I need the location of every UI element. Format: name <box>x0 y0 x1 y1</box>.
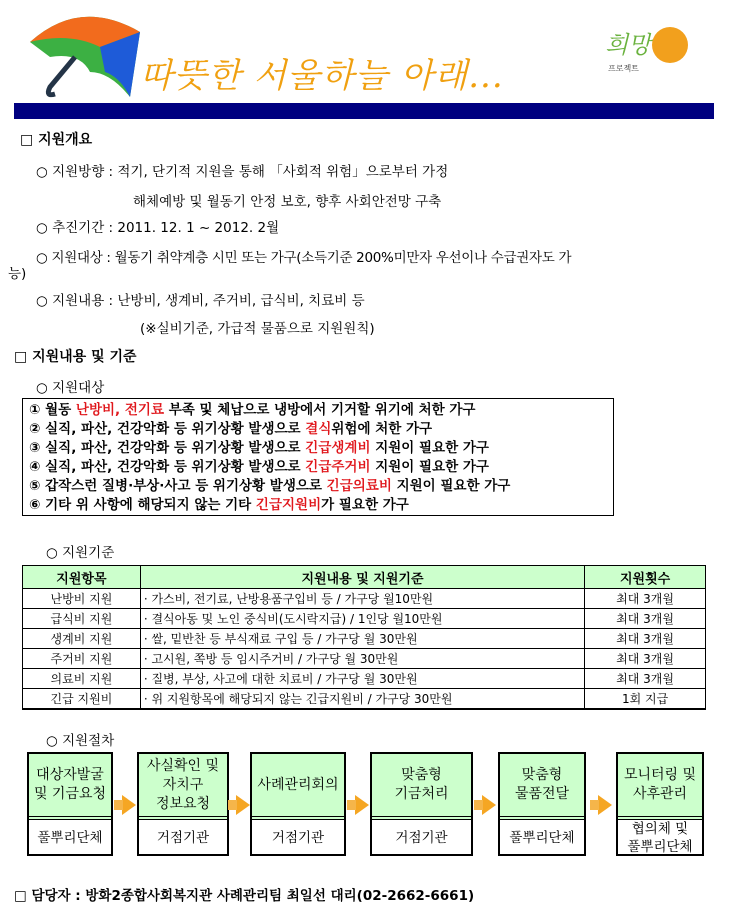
arrow-right-icon <box>598 795 612 815</box>
overview-period: ○ 추진기간 : 2011. 12. 1 ~ 2012. 2월 <box>36 220 280 236</box>
target-item: ② 실직, 파산, 건강악화 등 위기상황 발생으로 결식위험에 처한 가구 <box>29 421 433 437</box>
support-standard-table <box>22 565 706 710</box>
process-step: 사례관리회의 거점기관 <box>250 752 346 856</box>
svg-text:프로젝트: 프로젝트 <box>608 64 639 73</box>
process-step: 맞춤형 물품전달 풀뿌리단체 <box>498 752 586 856</box>
table-row: 생계비 지원 · 쌀, 밑반찬 등 부식재료 구입 등 / 가구당 월 30만원 최대 3개월 <box>23 629 706 649</box>
target-label: ○ 지원대상 <box>36 380 105 396</box>
process-step: 모니터링 및 사후관리 협의체 및 풀뿌리단체 <box>616 752 704 856</box>
header-banner <box>14 103 714 119</box>
overview-content-note: (※실비기준, 가급적 물품으로 지원원칙) <box>140 321 375 337</box>
table-row: 긴급 지원비 · 위 지원항목에 해당되지 않는 긴급지원비 / 가구당 30만원 1회 지급 <box>23 689 706 710</box>
target-list-box <box>22 398 614 516</box>
overview-target-cont: 능) <box>8 266 27 282</box>
svg-text:희망: 희망 <box>605 31 652 59</box>
overview-content: ○ 지원내용 : 난방비, 생계비, 주거비, 급식비, 치료비 등 <box>36 293 365 309</box>
standard-label: ○ 지원기준 <box>46 545 115 561</box>
table-row: 난방비 지원 · 가스비, 전기료, 난방용품구입비 등 / 가구당 월10만원 최대 3개월 <box>23 589 706 609</box>
target-item: ③ 실직, 파산, 건강악화 등 위기상황 발생으로 긴급생계비 지원이 필요한 가구 <box>29 440 489 456</box>
contact-info: □ 담당자 : 방화2종합사회복지관 사례관리팀 최일선 대리(02-2662-6661) <box>14 888 475 904</box>
section-heading-overview: □ 지원개요 <box>20 132 93 148</box>
target-item: ⑤ 갑작스런 질병·부상·사고 등 위기상황 발생으로 긴급의료비 지원이 필요한 가구 <box>29 478 511 494</box>
overview-direction: ○ 지원방향 : 적기, 단기적 지원을 통해 「사회적 위험」으로부터 가정 <box>36 164 449 180</box>
arrow-right-icon <box>355 795 369 815</box>
overview-direction-cont: 해체예방 및 월동기 안정 보호, 향후 사회안전망 구축 <box>133 194 442 210</box>
target-item: ⑥ 기타 위 사항에 해당되지 않는 기타 긴급지원비가 필요한 가구 <box>29 497 409 513</box>
column-header: 지원내용 및 지원기준 <box>140 566 584 589</box>
table-row: 의료비 지원 · 질병, 부상, 사고에 대한 치료비 / 가구당 월 30만원 최대 3개월 <box>23 669 706 689</box>
process-label: ○ 지원절차 <box>46 733 115 749</box>
table-row: 주거비 지원 · 고시원, 쪽방 등 임시주거비 / 가구당 월 30만원 최대 3개월 <box>23 649 706 669</box>
page-title: 따뜻한 서울하늘 아래... <box>140 56 504 96</box>
project-logo <box>600 15 720 75</box>
arrow-right-icon <box>236 795 250 815</box>
arrow-right-icon <box>482 795 496 815</box>
column-header: 지원횟수 <box>585 566 706 589</box>
process-step: 사실확인 및 자치구 정보요청 거점기관 <box>137 752 229 856</box>
target-item: ④ 실직, 파산, 건강악화 등 위기상황 발생으로 긴급주거비 지원이 필요한 가구 <box>29 459 489 475</box>
column-header: 지원항목 <box>23 566 141 589</box>
target-item: ① 월동 난방비, 전기료 부족 및 체납으로 냉방에서 기거할 위기에 처한 가구 <box>29 402 476 418</box>
overview-target: ○ 지원대상 : 월동기 취약계층 시민 또는 가구(소득기준 200%미만자 우선이나 수급권자도 가 <box>36 250 572 266</box>
process-step: 대상자발굴 및 기금요청 풀뿌리단체 <box>27 752 113 856</box>
arrow-right-icon <box>122 795 136 815</box>
process-step: 맞춤형 기금처리 거점기관 <box>370 752 473 856</box>
umbrella-icon <box>20 2 150 102</box>
section-heading-criteria: □ 지원내용 및 기준 <box>14 349 137 365</box>
table-row: 급식비 지원 · 결식아동 및 노인 중식비(도시락지급) / 1인당 월10만원 최대 3개월 <box>23 609 706 629</box>
